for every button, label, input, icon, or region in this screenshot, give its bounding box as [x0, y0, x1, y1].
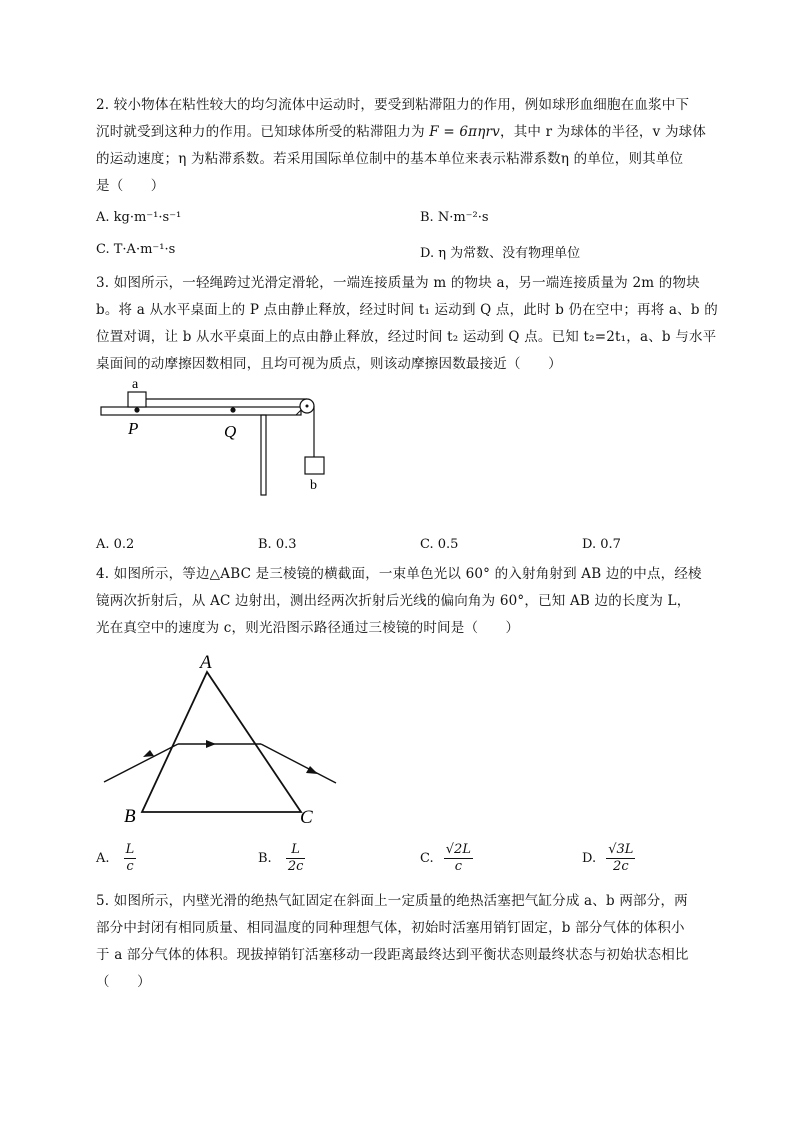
q4-option-d[interactable] [582, 842, 635, 875]
q4-option-b-denominator: 2c [287, 859, 304, 874]
q2-formula: F = 6πηrv [429, 124, 500, 140]
q4-option-c-prefix: C. [420, 851, 434, 866]
q4-option-c-denominator: c [454, 859, 462, 874]
q4-option-c-numerator: √2L [445, 842, 471, 857]
q2-line-2 [96, 119, 707, 146]
q4-option-d-fraction [606, 842, 635, 875]
q4-option-d-denominator: 2c [613, 859, 629, 874]
q3-line-1: 3. 如图所示，一轻绳跨过光滑定滑轮，一端连接质量为 m 的物块 a，另一端连接质量为 2m 的物块 [96, 275, 700, 291]
q4-option-a-prefix: A. [96, 851, 110, 866]
emergent-ray [261, 744, 336, 783]
table-leg [261, 415, 266, 495]
q4-option-c-fraction [444, 842, 473, 875]
pulley-figure [96, 370, 336, 500]
label-vertex-c: C [300, 807, 313, 828]
q2-line-1: 2. 较小物体在粘性较大的均匀流体中运动时，要受到粘滞阻力的作用，例如球形血细胞在血浆中下 [96, 97, 690, 113]
incident-ray [104, 744, 178, 782]
block-b [305, 457, 324, 474]
q4-option-a-numerator: L [125, 842, 135, 857]
incident-arrow [143, 750, 154, 757]
q4-option-b-prefix: B. [258, 851, 272, 866]
internal-arrow [206, 740, 216, 748]
q4-option-d-prefix: D. [582, 851, 597, 866]
q4-line-1: 4. 如图所示，等边△ABC 是三棱镜的横截面，一束单色光以 60° 的入射角射到 AB 边的中点，经棱 [96, 566, 702, 582]
q5-line-2: 部分中封闭有相同质量、相同温度的同种理想气体，初始时活塞用销钉固定，b 部分气体的体积小 [96, 920, 685, 936]
question-4 [96, 561, 702, 642]
q2-option-c[interactable]: C. T·A·m⁻¹·s [96, 242, 176, 257]
label-a: a [132, 377, 139, 392]
q4-option-b-fraction [286, 842, 306, 875]
q4-option-b[interactable] [258, 842, 305, 875]
pulley-bracket [296, 410, 301, 415]
q2-line-3: 的运动速度；η 为粘滞系数。若采用国际单位制中的基本单位来表示粘滞系数η 的单位，则其单位 [96, 151, 684, 167]
table-top [101, 407, 301, 415]
q3-option-a[interactable]: A. 0.2 [96, 537, 135, 552]
q3-option-b[interactable]: B. 0.3 [258, 537, 297, 552]
q3-line-3: 位置对调，让 b 从水平桌面上的点由静止释放，经过时间 t₂ 运动到 Q 点。已知 t₂=2t₁，a、b 与水平 [96, 329, 717, 345]
label-q: Q [224, 422, 237, 441]
q3-option-d[interactable]: D. 0.7 [582, 537, 621, 552]
prism-figure [96, 652, 356, 832]
question-5 [96, 888, 696, 996]
q3-line-2: b。将 a 从水平桌面上的 P 点由静止释放，经过时间 t₁ 运动到 Q 点，此时 b 仍在空中；再将 a、b 的 [96, 302, 718, 318]
emergent-arrow [306, 766, 318, 774]
q2-line-2a: 沉时就受到这种力的作用。已知球体所受的粘滞阻力为 [96, 124, 430, 140]
q4-line-3: 光在真空中的速度为 c，则光沿图示路径通过三棱镜的时间是（ ） [96, 620, 520, 636]
q5-line-1: 5. 如图所示，内壁光滑的绝热气缸固定在斜面上一定质量的绝热活塞把气缸分成 a、b 两部分，两 [96, 893, 688, 909]
q4-option-a[interactable] [96, 842, 136, 875]
question-3 [96, 270, 718, 378]
q4-option-b-numerator: L [286, 842, 306, 859]
q5-line-3: 于 a 部分气体的体积。现拔掉销钉活塞移动一段距离最终达到平衡状态则最终状态与初始状态相比 [96, 947, 689, 963]
point-q [230, 407, 235, 412]
prism-triangle [142, 672, 301, 812]
q4-line-2: 镜两次折射后，从 AC 边射出，测出经两次折射后光线的偏向角为 60°，已知 AB 边的长度为 L， [96, 593, 691, 609]
label-p: P [128, 419, 139, 438]
point-p [134, 407, 139, 412]
q2-option-b[interactable]: B. N·m⁻²·s [420, 210, 489, 225]
q4-option-d-numerator: √3L [608, 842, 634, 857]
q5-line-4: （ ） [96, 974, 151, 990]
label-b: b [310, 478, 317, 493]
q3-line-4: 桌面间的动摩擦因数相同，且均可视为质点，则该动摩擦因数最接近（ ） [96, 356, 562, 372]
label-vertex-b: B [124, 806, 136, 827]
question-2 [96, 92, 707, 200]
q3-option-c[interactable]: C. 0.5 [420, 537, 459, 552]
q4-option-a-denominator: c [126, 859, 134, 874]
q2-line-2b: ，其中 r 为球体的半径，v 为球体 [500, 124, 707, 140]
q2-option-a[interactable]: A. kg·m⁻¹·s⁻¹ [96, 210, 182, 225]
pulley-axle [306, 405, 309, 408]
label-vertex-a: A [200, 652, 212, 673]
q2-option-d[interactable]: D. η 为常数、没有物理单位 [420, 246, 581, 261]
block-a [128, 392, 146, 407]
q2-line-4: 是（ ） [96, 178, 165, 194]
q4-option-c[interactable] [420, 842, 473, 875]
q4-option-a-fraction [124, 842, 137, 875]
